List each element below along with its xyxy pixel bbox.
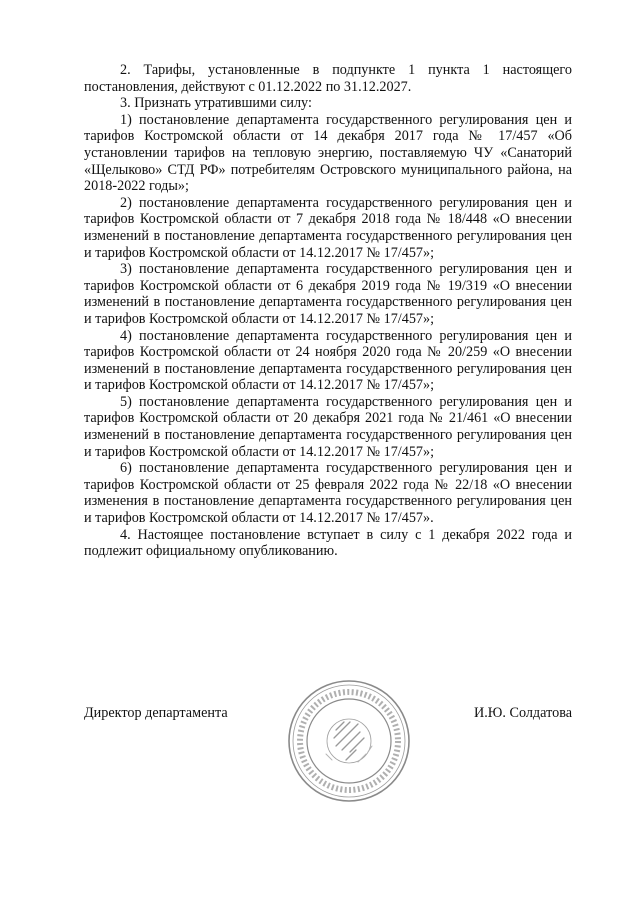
paragraph-tariff-validity: 2. Тарифы, установленные в подпункте 1 пункта 1 настоящего постановления, действуют с 01.12.2022 по 31.12.2027.	[84, 62, 572, 95]
paragraph-repeal-item-6: 6) постановление департамента государственного регулирования цен и тарифов Костромской области от 25 февраля 2022 года № 22/18 «О внесении изменения в постановление департамента государственного регулирования цен и тарифов Костромской области от 14.12.2017 № 17/457».	[84, 460, 572, 527]
paragraph-repeal-item-5: 5) постановление департамента государственного регулирования цен и тарифов Костромской области от 20 декабря 2021 года № 21/461 «О внесении изменений в постановление департамента государственного регулирования цен и тарифов Костромской области от 14.12.2017 № 17/457»;	[84, 393, 572, 460]
paragraph-repeal-item-3: 3) постановление департамента государственного регулирования цен и тарифов Костромской области от 6 декабря 2019 года № 19/319 «О внесении изменений в постановление департамента государственного регулирования цен и тарифов Костромской области от 14.12.2017 № 17/457»;	[84, 261, 572, 327]
paragraph-repeal-item-4: 4) постановление департамента государственного регулирования цен и тарифов Костромской области от 24 ноября 2020 года № 20/259 «О внесении изменений в постановление департамента государственного регулирования цен и тарифов Костромской области от 14.12.2017 № 17/457»;	[84, 327, 572, 394]
paragraph-repeal-heading: 3. Признать утратившими силу:	[120, 95, 312, 112]
paragraph-entry-into-force: 4. Настоящее постановление вступает в силу с 1 декабря 2022 года и подлежит официальному опубликованию.	[84, 526, 572, 560]
official-seal-icon	[284, 676, 414, 806]
signature-block	[84, 705, 572, 725]
signatory-name: И.Ю. Солдатова	[474, 705, 572, 721]
paragraph-repeal-item-1: 1) постановление департамента государственного регулирования цен и тарифов Костромской области от 14 декабря 2017 года № 17/457 «Об установлении тарифов на тепловую энергию, поставляемую ЧУ «Санаторий «Щелыково» СТД РФ» потребителям Островского муниципального района, на 2018-2022 годы»;	[84, 111, 572, 195]
document-body	[84, 62, 572, 560]
signatory-title: Директор департамента	[84, 705, 228, 721]
paragraph-repeal-item-2: 2) постановление департамента государственного регулирования цен и тарифов Костромской области от 7 декабря 2018 года № 18/448 «О внесении изменений в постановление департамента государственного регулирования цен и тарифов Костромской области от 14.12.2017 № 17/457»;	[84, 194, 572, 261]
